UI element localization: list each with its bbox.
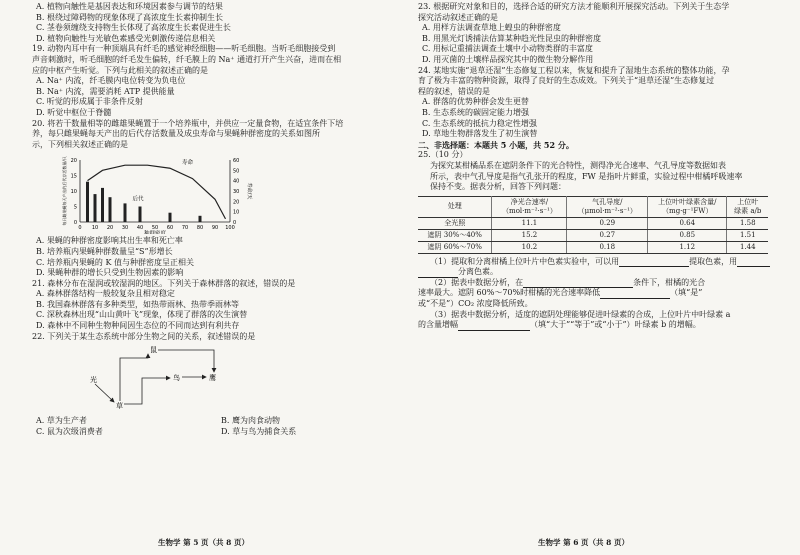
y-right-tick-label: 0 (233, 220, 237, 227)
q23-option-2: C. 用标记重捕法调查土壤中小动物类群的丰富度 (422, 44, 593, 54)
x-tick-label: 20 (106, 225, 114, 232)
q19-stem-line-1: 声音刺激时，听毛细胞的纤毛发生偏转，纤毛膜上的 Na⁺ 通道打开产生兴奋，进而在相 (32, 54, 342, 64)
arrow-grass-rat (120, 354, 148, 401)
q24-option-2: C. 生态系统的抵抗力稳定性增强 (422, 118, 537, 128)
q24-options (418, 97, 770, 139)
table-row (418, 217, 768, 229)
q22-stem (32, 332, 380, 343)
q24-stem (418, 66, 770, 98)
q19-options (32, 76, 380, 118)
x-axis-label: 种群密度 (143, 231, 167, 235)
y-left-axis-label: 每只雌果蝇每天产出的后代存活数量/只 (62, 156, 67, 226)
y-left-tick-label: 15 (70, 173, 77, 180)
table-cell: 0.18 (567, 241, 648, 253)
q21-stem (32, 279, 380, 290)
left-column (32, 2, 380, 437)
q23-option-1: B. 用黑光灯诱捕法估算某种趋光性昆虫的种群密度 (422, 33, 601, 43)
x-tick-label: 50 (151, 225, 159, 232)
section-two-heading: 二、非选择题：本题共 5 小题，共 52 分。 (418, 139, 574, 150)
node-grass: 草 (116, 402, 123, 411)
table-header-line: 气孔导度/ (592, 197, 623, 206)
q21-options (32, 289, 380, 331)
y-right-tick-label: 50 (233, 168, 240, 175)
q25-part1-cont (418, 267, 770, 278)
y-right-tick-label: 30 (233, 189, 240, 196)
table-header-line: 上位叶叶绿素含量/ (658, 197, 717, 206)
table-header-3 (648, 196, 727, 217)
q25-part3: （3）据表中数据分析，适度的遮阴处理能够促进叶绿素的合成，上位叶片中叶绿素 a (430, 309, 731, 319)
q22-options-row2 (32, 427, 380, 438)
x-tick-label: 30 (121, 225, 129, 232)
q18-option-0: A. 植物向触性是基因表达和环境因素参与调节的结果 (36, 2, 223, 11)
x-tick-label: 60 (166, 225, 174, 232)
data-table (418, 196, 768, 254)
table-cell: 1.58 (727, 217, 768, 229)
table-row (418, 229, 768, 241)
q20-stem-line-2: 示，下列相关叙述正确的是 (32, 139, 128, 149)
q25-part2 (418, 278, 770, 289)
table-cell: 0.85 (648, 229, 727, 241)
q24-stem-line-0: 24. 某地实施“退草还湿”生态修复工程以来，恢复和提升了湿地生态系统的整体功能，孕 (418, 65, 730, 75)
table-header-line: 净光合速率/ (510, 197, 549, 206)
table-cell: 全光照 (418, 217, 492, 229)
q20-option-3: D. 果蝇种群的增长只受到生物因素的影响 (36, 268, 184, 278)
y-right-tick-label: 60 (233, 158, 240, 165)
q22-options-row1 (32, 416, 380, 427)
q25-part2-line3: 或“不是”）CO₂ 浓度降低所致。 (418, 299, 533, 309)
q21-option-2: C. 深秋森林出现“山山黄叶飞”现象，体现了群落的次生演替 (36, 310, 248, 320)
q24-stem-line-1: 育了极为丰富的物种资源，取得了良好的生态成效。下列关于“退草还湿”生态修复过 (418, 76, 715, 86)
q25-part2-line2 (418, 288, 770, 299)
node-rat: 鼠 (150, 346, 157, 355)
q19-option-1: B. Na⁺ 内流，需要消耗 ATP 提供能量 (36, 86, 175, 96)
table-header-2 (567, 196, 648, 217)
q18-option-3: D. 植物向触性与光敏色素感受光刺激传递信息相关 (36, 33, 216, 43)
q25-intro-line-1: 所示，表中气孔导度是指气孔张开的程度，FW 是指叶片鲜重，实验过程中柑橘呼吸速率 (430, 171, 743, 181)
offspring-bar (94, 194, 97, 222)
table-header-0 (418, 196, 492, 217)
table-header-line: 上位叶 (737, 197, 759, 206)
arrow-rat-eagle (158, 350, 214, 372)
q24-stem-line-2: 程的叙述，错误的是 (418, 86, 490, 96)
q18-option-1: B. 根绕过障碍物的现象体现了高浓度生长素抑制生长 (36, 12, 223, 22)
x-tick-label: 80 (196, 225, 204, 232)
table-header-row (418, 196, 768, 217)
y-left-tick-label: 10 (70, 189, 77, 196)
offspring-bar (101, 188, 104, 222)
table-cell: 0.27 (567, 229, 648, 241)
q23-stem-line-1: 探究活动叙述正确的是 (418, 12, 498, 22)
right-footer: 生物学 第 6 页（共 8 页） (538, 538, 629, 547)
offspring-bar (86, 182, 89, 222)
q21-stem-line-0: 21. 森林分布在湿润或较湿润的地区。下列关于森林群落的叙述，错误的是 (32, 278, 296, 288)
node-eagle: 鹰 (209, 374, 216, 383)
offspring-bar (199, 216, 202, 222)
food-web-svg (32, 344, 232, 414)
table-cell: 遮阴 60%～70% (418, 241, 492, 253)
q21-option-0: A. 森林群落结构一般较复杂且相对稳定 (36, 289, 175, 299)
node-light: 光 (90, 376, 97, 385)
offspring-bar (169, 213, 172, 222)
table-header-line: （μmol·m⁻²·s⁻¹） (577, 206, 637, 215)
q24-option-1: B. 生态系统的碳固定能力增强 (422, 107, 529, 117)
y-left-tick-label: 0 (73, 220, 77, 227)
table-cell: 1.12 (648, 241, 727, 253)
q22-option-d: D. 草与鸟为捕食关系 (221, 426, 297, 436)
q25-2-blank2[interactable] (600, 298, 670, 299)
q25-1-text-a: （1）提取和分离柑橘上位叶片中色素实验中，可以用 (430, 256, 620, 266)
q23-option-0: A. 用样方法调查草地上蝗虫的种群密度 (422, 23, 561, 33)
q25-2-text-d: （填“是” (670, 288, 703, 298)
table-cell: 0.64 (648, 217, 727, 229)
q25-2-text-a: （2）据表中数据分析，在 (430, 277, 524, 287)
table-cell: 0.29 (567, 217, 648, 229)
q25-intro-line-0: 为探究某柑橘品系在遮阴条件下的光合特性，测得净光合速率、气孔导度等数据如表 (430, 160, 726, 170)
q25-1-text-c: 分离色素。 (458, 267, 498, 277)
q25-3-blank[interactable] (458, 330, 530, 331)
q25-3-text-b: 的含量增幅 (418, 320, 458, 330)
x-tick-label: 70 (181, 225, 189, 232)
q20-stem-line-0: 20. 将若干数量相等的雌雄果蝇置于一个培养瓶中，并供应一定量食物，在适宜条件下培 (32, 118, 344, 128)
y-left-tick-label: 5 (73, 204, 77, 211)
q20-option-0: A. 果蝇的种群密度影响其出生率和死亡率 (36, 236, 183, 246)
q19-option-2: C. 听觉的形成属于非条件反射 (36, 97, 143, 107)
q20-options (32, 236, 380, 278)
x-tick-label: 40 (136, 225, 144, 232)
q22-option-b: B. 鹰为肉食动物 (221, 416, 280, 426)
table-header-line: （mg·g⁻¹FW） (662, 206, 713, 215)
table-row (418, 241, 768, 253)
q23-options (418, 23, 770, 65)
x-tick-label: 100 (225, 225, 235, 232)
q21-option-3: D. 森林中不同种生物种间因生态位的不同而达到有利共存 (36, 321, 240, 331)
q25-intro-line-2: 保持不变。据表分析，回答下列问题： (430, 182, 566, 192)
y-right-tick-label: 10 (233, 209, 240, 216)
q23-option-3: D. 用灭菌的土壤样品探究其中的微生物分解作用 (422, 54, 594, 64)
right-column (418, 2, 770, 331)
fruitfly-chart (32, 152, 380, 234)
right-page (400, 0, 800, 555)
food-web-diagram (32, 344, 380, 414)
q21-option-1: B. 我国森林群落有多种类型，如热带雨林、热带季雨林等 (36, 299, 239, 309)
q25-intro (418, 161, 770, 193)
q25-2-text-c: 速率最大。遮阴 60%～70%时柑橘的光合速率降低 (418, 288, 601, 298)
table-cell: 遮阴 30%～40% (418, 229, 492, 241)
q18-option-2: C. 茎卷须缠绕支持物生长体现了高浓度生长素促进生长 (36, 23, 231, 33)
bars-label: 后代 (132, 196, 144, 203)
q19-option-0: A. Na⁺ 内流，纤毛膜内电位转变为负电位 (36, 76, 186, 86)
arrow-grass-bird (124, 378, 170, 404)
q22-option-c: C. 鼠为次级消费者 (36, 426, 103, 436)
lifespan-line (88, 165, 226, 219)
y-right-tick-label: 40 (233, 178, 240, 185)
q24-option-0: A. 群落的优势种群会发生更替 (422, 97, 529, 107)
q23-stem-line-0: 23. 根据研究对象和目的，选择合适的研究方法才能顺利开展探究活动。下列关于生态学 (418, 2, 730, 11)
y-left-tick-label: 20 (70, 158, 77, 165)
q25-2-text-b: 条件下，柑橘的光合 (633, 277, 706, 287)
q19-stem-line-0: 19. 动物内耳中有一种顶端具有纤毛的感觉神经细胞——听毛细胞。当听毛细胞接受到 (32, 44, 336, 54)
q25-3-text-c: （填“大于”“等于”或“小于”）叶绿素 b 的增幅。 (530, 320, 701, 330)
y-right-tick-label: 20 (233, 199, 240, 206)
q18-options (32, 2, 380, 44)
q25-1-blank1[interactable] (619, 266, 689, 267)
q20-stem (32, 119, 380, 151)
q19-option-3: D. 听觉中枢位于脊髓 (36, 107, 112, 117)
q22-stem-line-0: 22. 下列关于某生态系统中部分生物之间的关系，叙述错误的是 (32, 331, 256, 341)
line-label: 寿命 (182, 160, 194, 167)
table-cell: 10.2 (492, 241, 567, 253)
q23-stem (418, 2, 770, 23)
x-tick-label: 0 (78, 225, 82, 232)
q25-part3-line2 (418, 320, 770, 331)
x-tick-label: 10 (91, 225, 99, 232)
arrow-light-grass (95, 384, 114, 402)
q22-option-a: A. 草为生产者 (36, 416, 87, 426)
offspring-bar (124, 204, 127, 223)
table-header-4 (727, 196, 768, 217)
q25-1-blank2[interactable] (737, 266, 770, 267)
q20-option-1: B. 培养瓶内果蝇种群数量呈“S”形增长 (36, 246, 173, 256)
q20-stem-line-1: 养，每只雌果蝇每天产出的后代存活数量及成虫寿命与果蝇种群密度的关系如图所 (32, 129, 320, 139)
offspring-bar (139, 207, 142, 223)
table-cell: 1.51 (727, 229, 768, 241)
q24-option-3: D. 草地生物群落发生了初生演替 (422, 129, 538, 139)
table-header-line: 处理 (447, 202, 462, 211)
table-cell: 11.1 (492, 217, 567, 229)
left-footer: 生物学 第 5 页（共 8 页） (158, 538, 249, 547)
y-right-axis-label: 寿命/天 (246, 182, 252, 200)
offspring-bar (109, 198, 112, 223)
q20-option-2: C. 培养瓶内果蝇的 K 值与种群密度呈正相关 (36, 257, 194, 267)
table-header-1 (492, 196, 567, 217)
q25-part1 (418, 257, 770, 268)
x-tick-label: 90 (211, 225, 219, 232)
table-body (418, 217, 768, 253)
table-cell: 1.44 (727, 241, 768, 253)
q25-1-text-b: 提取色素，用 (689, 256, 738, 266)
q19-stem-line-2: 应的中枢产生听觉。下列与此相关的叙述正确的是 (32, 65, 208, 75)
chart-svg (32, 152, 262, 234)
table-cell: 15.2 (492, 229, 567, 241)
q19-stem (32, 44, 380, 76)
table-header-line: （mol·m⁻²·s⁻¹） (502, 206, 557, 215)
q25-heading: 25.（10 分） (418, 150, 468, 160)
node-bird: 鸟 (173, 374, 180, 383)
table-header-line: 绿素 a/b (734, 206, 762, 215)
